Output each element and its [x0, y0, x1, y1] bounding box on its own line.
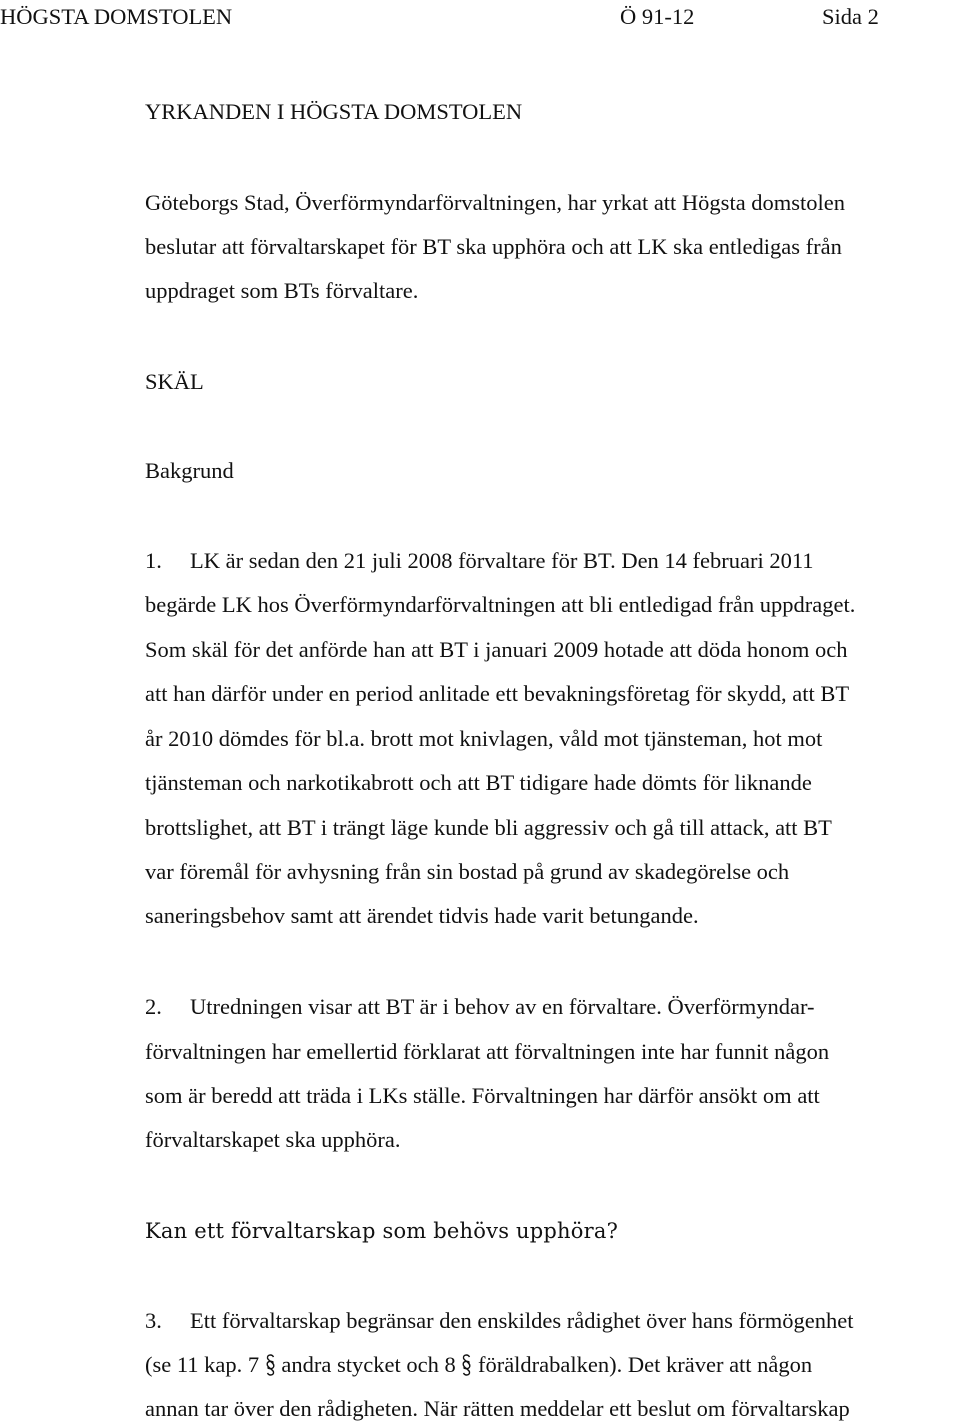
paragraph-line: annan tar över den rådigheten. När rätten meddelar ett beslut om förvaltarskap — [145, 1396, 850, 1421]
paragraph-line: Ett förvaltarskap begränsar den enskildes rådighet över hans förmögenhet — [190, 1308, 854, 1333]
paragraph-text-segment: andra stycket och 8 — [281, 1352, 456, 1377]
claims-line: uppdraget som BTs förvaltare. — [145, 278, 419, 303]
paragraph-text-segment: föräldrabalken). Det kräver att någon — [477, 1352, 813, 1377]
case-number: Ö 91-12 — [620, 4, 695, 29]
section-mark-icon — [265, 1352, 276, 1378]
paragraph-text-segment: (se 11 kap. 7 — [145, 1352, 260, 1377]
paragraph-line: som är beredd att träda i LKs ställe. Förvaltningen har därför ansökt om att — [145, 1083, 820, 1108]
question-heading: Kan ett förvaltarskap som behövs upphöra? — [145, 1219, 619, 1243]
claims-heading: YRKANDEN I HÖGSTA DOMSTOLEN — [145, 99, 523, 124]
page-number: Sida 2 — [822, 4, 879, 29]
paragraph-number: 3. — [145, 1308, 162, 1333]
court-name: HÖGSTA DOMSTOLEN — [0, 4, 233, 29]
paragraph-line-with-section-marks — [145, 1350, 812, 1380]
paragraph-line: saneringsbehov samt att ärendet tidvis hade varit betungande. — [145, 903, 699, 928]
paragraph-line: LK är sedan den 21 juli 2008 förvaltare för BT. Den 14 februari 2011 — [190, 548, 814, 573]
paragraph-line: förvaltningen har emellertid förklarat att förvaltningen inte har funnit någon — [145, 1039, 830, 1064]
paragraph-line: att han därför under en period anlitade ett bevakningsföretag för skydd, att BT — [145, 681, 850, 706]
claims-line: Göteborgs Stad, Överförmyndarförvaltningen, har yrkat att Högsta domstolen — [145, 190, 846, 215]
paragraph-line: brottslighet, att BT i trängt läge kunde bli aggressiv och gå till attack, att BT — [145, 815, 832, 840]
paragraph-line: Utredningen visar att BT är i behov av en förvaltare. Överförmyndar- — [190, 994, 815, 1019]
reasons-heading: SKÄL — [145, 369, 204, 394]
paragraph-line: var föremål för avhysning från sin bostad på grund av skadegörelse och — [145, 859, 790, 884]
paragraph-line: förvaltarskapet ska upphöra. — [145, 1127, 401, 1152]
paragraph-line: år 2010 dömdes för bl.a. brott mot knivlagen, våld mot tjänsteman, hot mot — [145, 726, 823, 751]
background-heading: Bakgrund — [145, 458, 234, 483]
paragraph-line: tjänsteman och narkotikabrott och att BT tidigare hade dömts för liknande — [145, 770, 812, 795]
paragraph-line: Som skäl för det anförde han att BT i januari 2009 hotade att döda honom och — [145, 637, 848, 662]
section-mark-icon — [461, 1352, 472, 1378]
paragraph-line: begärde LK hos Överförmyndarförvaltningen att bli entledigad från uppdraget. — [145, 592, 856, 617]
paragraph-number: 2. — [145, 994, 162, 1019]
claims-line: beslutar att förvaltarskapet för BT ska upphöra och att LK ska entledigas från — [145, 234, 842, 259]
paragraph-number: 1. — [145, 548, 162, 573]
